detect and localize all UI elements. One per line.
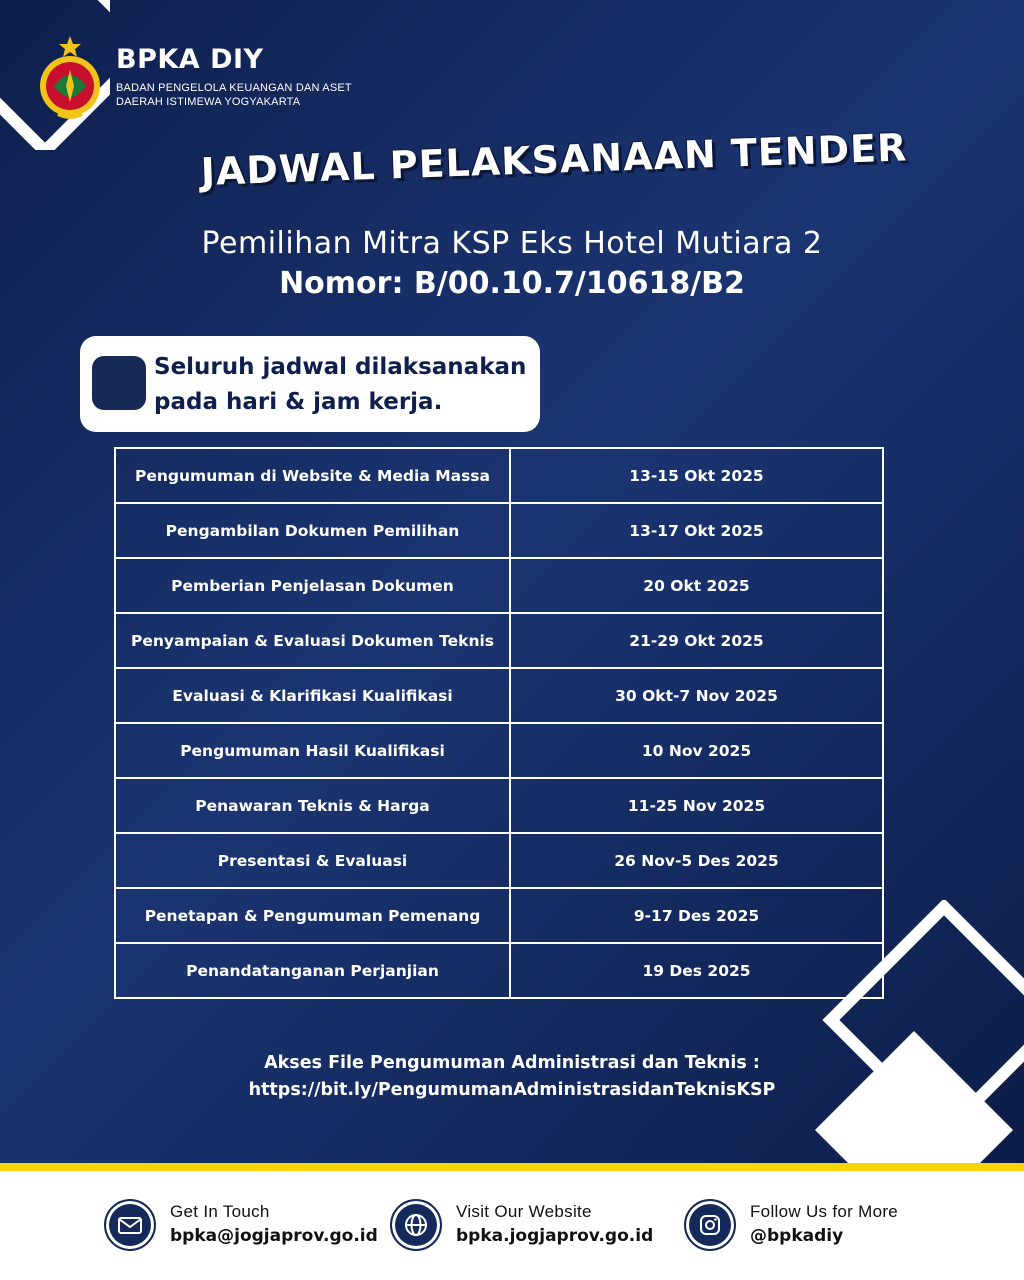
- table-row: [115, 668, 883, 723]
- brand-subtitle-line1: BADAN PENGELOLA KEUANGAN DAN ASET: [116, 82, 352, 94]
- contact-email[interactable]: [104, 1199, 378, 1251]
- footer: [0, 1171, 1024, 1280]
- table-row: [115, 833, 883, 888]
- schedule-activity: Penandatanganan Perjanjian: [115, 943, 510, 998]
- access-label: Akses File Pengumuman Administrasi dan Teknis :: [264, 1053, 760, 1073]
- access-info: [0, 1050, 1024, 1104]
- contact-social[interactable]: [684, 1199, 898, 1251]
- table-row: [115, 613, 883, 668]
- schedule-activity: Penawaran Teknis & Harga: [115, 778, 510, 833]
- schedule-date: 30 Okt-7 Nov 2025: [510, 668, 883, 723]
- table-row: [115, 943, 883, 998]
- schedule-date: 10 Nov 2025: [510, 723, 883, 778]
- envelope-icon: [104, 1199, 156, 1251]
- header: [34, 34, 352, 120]
- social-label: Follow Us for More: [750, 1202, 899, 1221]
- table-row: [115, 503, 883, 558]
- contact-website[interactable]: [390, 1199, 653, 1251]
- notice-line2: pada hari & jam kerja.: [154, 389, 443, 415]
- notice-text: [154, 350, 534, 420]
- footer-stripe: [0, 1163, 1024, 1171]
- notice-square-icon: [92, 356, 146, 410]
- access-url-link[interactable]: https://bit.ly/PengumumanAdministrasidanTeknisKSP: [248, 1080, 776, 1100]
- brand-subtitle-line2: DAERAH ISTIMEWA YOGYAKARTA: [116, 96, 301, 108]
- schedule-activity: Pengumuman di Website & Media Massa: [115, 448, 510, 503]
- schedule-activity: Presentasi & Evaluasi: [115, 833, 510, 888]
- schedule-date: 26 Nov-5 Des 2025: [510, 833, 883, 888]
- schedule-activity: Pemberian Penjelasan Dokumen: [115, 558, 510, 613]
- schedule-activity: Penyampaian & Evaluasi Dokumen Teknis: [115, 613, 510, 668]
- table-row: [115, 723, 883, 778]
- schedule-table: [114, 447, 884, 999]
- contact-email-text: [170, 1201, 378, 1249]
- email-label: Get In Touch: [170, 1202, 270, 1221]
- table-row: [115, 888, 883, 943]
- contact-social-text: [750, 1201, 898, 1249]
- website-value[interactable]: bpka.jogjaprov.go.id: [456, 1226, 654, 1246]
- schedule-date: 20 Okt 2025: [510, 558, 883, 613]
- social-value[interactable]: @bpkadiy: [750, 1226, 844, 1246]
- notice-line1: Seluruh jadwal dilaksanakan: [154, 354, 527, 380]
- page-subtitle: Pemilihan Mitra KSP Eks Hotel Mutiara 2: [201, 226, 823, 261]
- table-row: [115, 778, 883, 833]
- notice-card: [80, 336, 540, 432]
- schedule-date: 9-17 Des 2025: [510, 888, 883, 943]
- schedule-date: 21-29 Okt 2025: [510, 613, 883, 668]
- schedule-date: 19 Des 2025: [510, 943, 883, 998]
- document-number: Nomor: B/00.10.7/10618/B2: [279, 266, 745, 301]
- globe-icon: [390, 1199, 442, 1251]
- instagram-icon: [684, 1199, 736, 1251]
- schedule-activity: Penetapan & Pengumuman Pemenang: [115, 888, 510, 943]
- brand: [116, 45, 352, 109]
- schedule-activity: Pengumuman Hasil Kualifikasi: [115, 723, 510, 778]
- brand-name: BPKA DIY: [116, 44, 264, 75]
- title-wrap: [0, 125, 1024, 220]
- schedule-date: 13-15 Okt 2025: [510, 448, 883, 503]
- bpka-logo-icon: [34, 34, 106, 120]
- schedule-activity: Evaluasi & Klarifikasi Kualifikasi: [115, 668, 510, 723]
- schedule-activity: Pengambilan Dokumen Pemilihan: [115, 503, 510, 558]
- contact-website-text: [456, 1201, 653, 1249]
- page-title: JADWAL PELAKSANAAN TENDER: [200, 125, 909, 194]
- schedule-date: 11-25 Nov 2025: [510, 778, 883, 833]
- email-value[interactable]: bpka@jogjaprov.go.id: [170, 1226, 378, 1246]
- website-label: Visit Our Website: [456, 1202, 592, 1221]
- schedule-date: 13-17 Okt 2025: [510, 503, 883, 558]
- table-row: [115, 448, 883, 503]
- table-row: [115, 558, 883, 613]
